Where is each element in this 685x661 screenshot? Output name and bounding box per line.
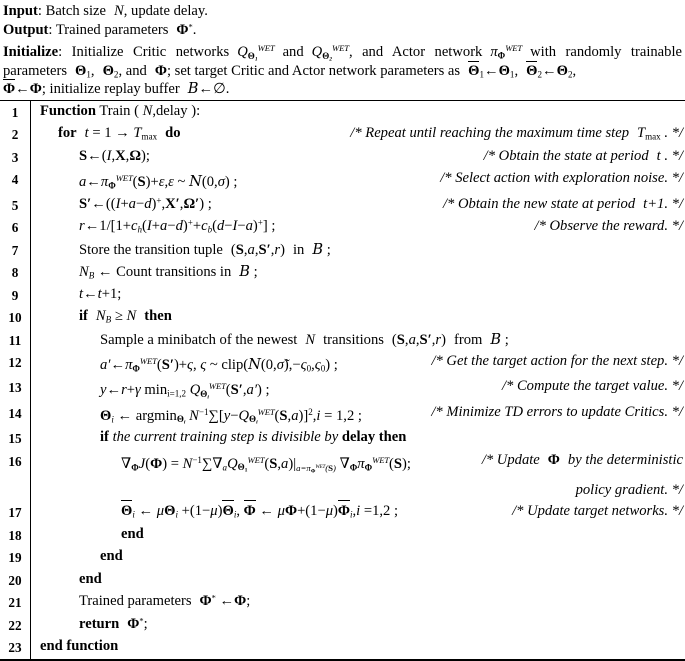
line-number: 19	[8, 550, 22, 566]
input-label: Input	[3, 3, 38, 19]
line-content	[36, 546, 685, 568]
line-comment: /* Obtain the state at period t . */	[483, 147, 683, 164]
line-number: 4	[11, 172, 19, 188]
line-content: $\nabla_\Phi J(\Phi) = N^{-1}\sum\nabla_aQ_{\Theta_1}^{WET}(S,a)|_{a=\pi_\Phi^{WET}(S)}$ $\nabla_\Phi\pi_\Phi^{WET}(S)$; /* Update Φ by the deterministic	[121, 451, 683, 475]
input-line	[3, 2, 682, 21]
line-number: 8	[11, 265, 19, 281]
end-keyword: end	[79, 570, 102, 587]
table-bottom-rule	[0, 659, 685, 661]
line-comment: /* Compute the target value. */	[501, 378, 683, 395]
end-function-keyword: end function	[40, 638, 119, 655]
line-number: 9	[11, 287, 19, 303]
line-number: 18	[8, 527, 22, 543]
line-content: if $N_B \ge N$ then	[79, 308, 172, 325]
table-row	[0, 306, 685, 329]
line-content: $\Theta_i$ ← $\mu\Theta_i +(1-\mu)\Theta_i$, Φ ← $\mu\Phi+(1-\mu)\Phi_i,i =1,2$ ; /* Update target networks. */	[36, 501, 685, 523]
line-number: 12	[8, 355, 22, 371]
line-number: 21	[8, 595, 22, 611]
table-row	[0, 123, 685, 146]
input-text: : Batch size N, update delay.	[37, 3, 208, 19]
end-keyword: end	[121, 525, 144, 542]
table-row	[0, 194, 685, 217]
table-row	[0, 591, 685, 614]
line-number: 13	[8, 380, 22, 396]
end-keyword: end	[100, 548, 123, 565]
line-comment: /* Repeat until reaching the maximum time step $T_{max}$ . */	[350, 125, 683, 142]
table-row	[0, 168, 685, 193]
line-content: $\Theta_i$ ← argmin$_{\Theta_i}$ $N^{-1}\sum[y-Q_{\Theta_i}^{WET}(S,a)]^2,i = 1,2$ ; /* Minimize TD errors to update Critics. */	[100, 403, 683, 426]
table-row	[0, 101, 685, 124]
line-content: t←t+1;	[79, 285, 122, 302]
line-comment: /* Get the target action for the next step. */	[431, 353, 683, 370]
line-content: S′←((I+a−d)+,X′,Ω′) ; /* Obtain the new state at period t+1. */	[36, 194, 685, 216]
line-number: 10	[8, 310, 22, 326]
line-number: 11	[8, 332, 22, 348]
table-row	[0, 614, 685, 637]
table-row	[0, 376, 685, 401]
line-content: Sample a minibatch of the newest N transitions (S,a,S′,r) from B ;	[100, 330, 509, 348]
line-number: 22	[8, 617, 22, 633]
table-row	[0, 284, 685, 307]
table-row	[0, 450, 685, 480]
line-content	[36, 524, 685, 546]
table-row-continuation	[0, 480, 685, 502]
table-row	[0, 636, 685, 659]
algorithm-lines	[0, 101, 685, 659]
table-row	[0, 216, 685, 239]
line-number: 1	[11, 104, 19, 120]
line-content: return Φ*;	[79, 615, 148, 632]
line-content: y←r+γ $\min_{i=1,2} Q_{\Theta_i}^{WET}(S',a')$ ; /* Compute the target value. */	[100, 378, 683, 401]
line-number: 23	[8, 640, 22, 656]
line-content: if the current training step is divisible by delay then	[100, 429, 407, 446]
table-row	[0, 524, 685, 547]
table-row	[0, 329, 685, 352]
line-comment: /* Select action with exploration noise. */	[440, 170, 683, 187]
line-content: $N_B$ ← Count transitions in B ;	[79, 263, 258, 281]
line-number: 17	[8, 505, 22, 521]
line-content: $r\leftarrow 1/[1+c_h(I+a-d)^++c_b(d-I-a)^+]$ ; /* Observe the reward. */	[36, 216, 685, 238]
line-content: S←(I,X,Ω); /* Obtain the state at period t . */	[36, 146, 685, 168]
line-content: $a\leftarrow\pi_\Phi^{WET}(S)+\varepsilon,\varepsilon$ ~ N(0,σ) ; /* Select action with exploration noise. */	[79, 170, 683, 191]
line-content: Store the transition tuple (S,a,S′,r) in B ;	[79, 240, 331, 258]
table-row	[0, 261, 685, 284]
table-row	[0, 351, 685, 376]
line-number	[0, 480, 30, 481]
line-number: 15	[8, 431, 22, 447]
table-row	[0, 501, 685, 524]
initialize-text: : Initialize Critic networks $Q_{\Theta_1}^{WET}$ and $Q_{\Theta_2}^{WET}$, and Actor network $\pi_\Phi^{WET}$ with randomly trainable parameters $\Theta_1$, $\Theta_2$, and Φ; set target Critic and Actor network parameters as $\Theta_1\leftarrow\Theta_1$, $\Theta_2\leftarrow\Theta_2$,	[3, 43, 682, 80]
line-content: Trained parameters Φ* ←Φ;	[79, 592, 251, 610]
line-comment: /* Obtain the new state at period t+1. */	[443, 195, 683, 212]
line-content	[36, 569, 685, 591]
line-content	[36, 636, 685, 658]
table-row	[0, 546, 685, 569]
line-content: for $t = 1 \to T_{max}$ do /* Repeat until reaching the maximum time step $T_{max}$ . */	[36, 123, 685, 145]
initialize-line-continued: Φ←Φ; initialize replay buffer B←∅.	[3, 80, 230, 98]
line-number: 6	[11, 220, 19, 236]
line-number: 16	[8, 453, 22, 469]
line-number: 7	[11, 242, 19, 258]
table-row	[0, 146, 685, 169]
line-comment: /* Minimize TD errors to update Critics. */	[431, 403, 683, 420]
algorithm-preamble	[0, 0, 685, 99]
table-row	[0, 402, 685, 427]
line-content: Function Train ( N,delay ):	[40, 102, 201, 119]
output-line	[3, 21, 682, 40]
line-number: 3	[11, 149, 19, 165]
output-text: : Trained parameters Φ*.	[48, 21, 197, 38]
table-row	[0, 569, 685, 592]
line-number: 5	[11, 197, 19, 213]
initialize-label: Initialize	[3, 44, 59, 60]
line-comment-continued: policy gradient. */	[575, 481, 683, 498]
table-row	[0, 427, 685, 450]
line-content: $a'\leftarrow\pi_\Phi^{WET}(S')+\varsigma$, ς ~ $clip(N(0,\sigmã),-\varsigma_0,\varsigma_0)$ ; /* Get the target action for the next step. */	[100, 353, 683, 374]
line-number: 14	[8, 405, 22, 421]
line-number: 2	[11, 127, 19, 143]
initialize-line	[3, 39, 682, 80]
line-content	[36, 480, 685, 502]
table-row	[0, 239, 685, 262]
line-comment: /* Update Φ by the deterministic	[481, 451, 683, 468]
line-comment: /* Observe the reward. */	[534, 218, 683, 235]
output-label: Output	[3, 21, 49, 38]
line-comment: /* Update target networks. */	[512, 503, 683, 520]
line-number: 20	[8, 572, 22, 588]
